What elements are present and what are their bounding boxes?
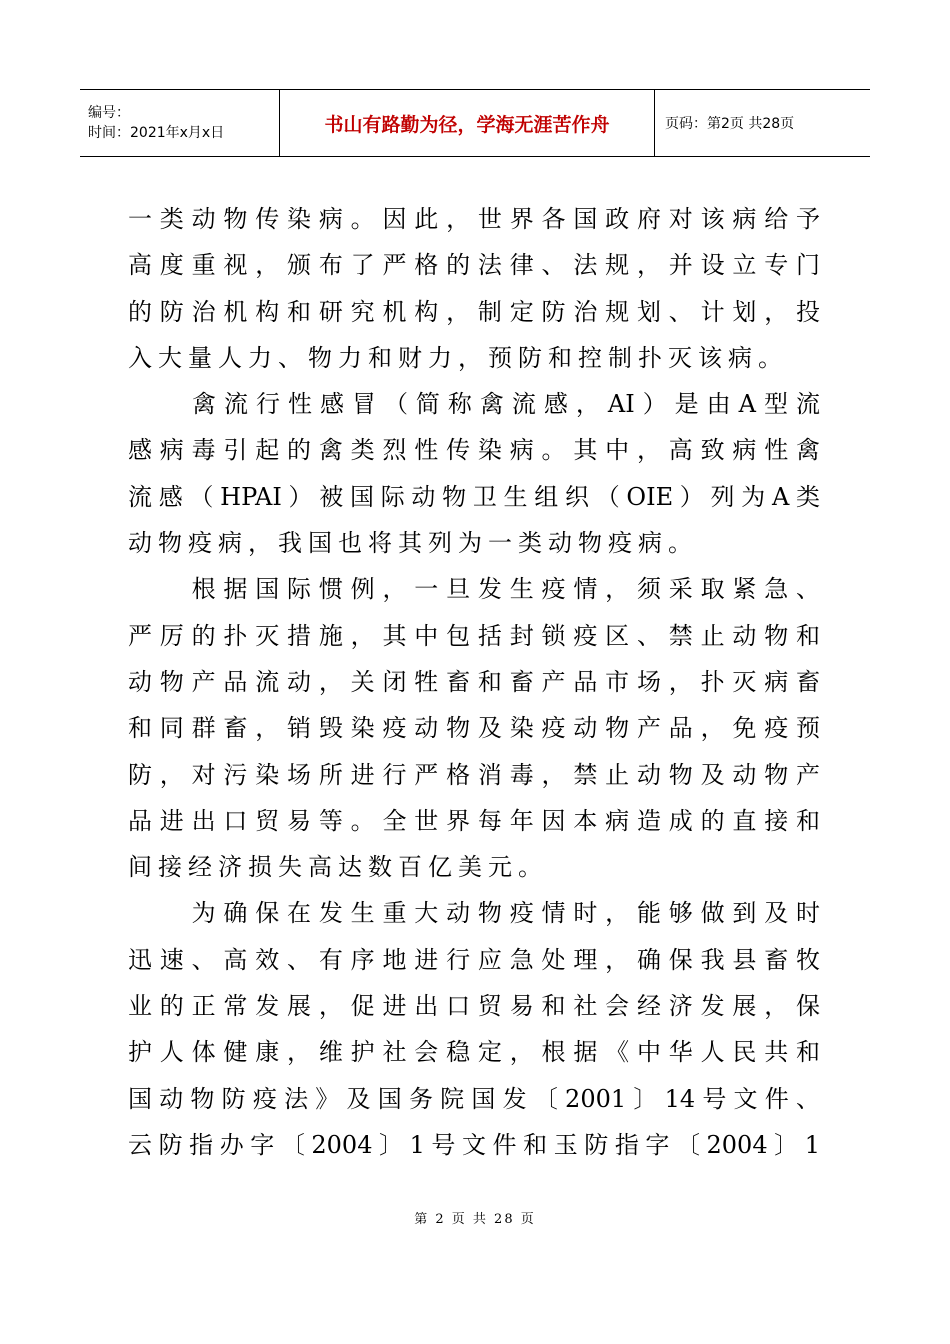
body-line: 入大量人力、物力和财力，预防和控制扑灭该病。 — [128, 343, 788, 372]
document-header — [80, 89, 870, 157]
page-footer: 第 2 页 共 28 页 — [414, 1212, 536, 1227]
document-number-label: 编号： — [88, 105, 130, 121]
header-page-info: 页码：第2页 共28页 — [665, 116, 795, 132]
body-line: 动物产品流动，关闭牲畜和畜产品市场，扑灭病畜 — [128, 667, 820, 696]
body-line: 间接经济损失高达数百亿美元。 — [128, 853, 548, 882]
body-line: 为确保在发生重大动物疫情时，能够做到及时 — [128, 899, 820, 928]
body-line: 迅速、高效、有序地进行应急处理，确保我县畜牧 — [128, 945, 820, 974]
body-line: 国动物防疫法》及国务院国发〔2001〕14号文件、 — [128, 1084, 820, 1113]
header-meta — [80, 90, 280, 156]
body-line: 禽流行性感冒（简称禽流感，AI）是由A型流 — [128, 390, 820, 419]
body-line: 严厉的扑灭措施，其中包括封锁疫区、禁止动物和 — [128, 621, 820, 650]
body-line: 业的正常发展，促进出口贸易和社会经济发展，保 — [128, 992, 820, 1021]
body-line: 流感（HPAI）被国际动物卫生组织（OIE）列为A类 — [128, 482, 820, 511]
body-line: 的防治机构和研究机构，制定防治规划、计划，投 — [128, 297, 820, 326]
body-line: 和同群畜，销毁染疫动物及染疫动物产品，免疫预 — [128, 714, 820, 743]
body-line: 动物疫病，我国也将其列为一类动物疫病。 — [128, 529, 698, 558]
body-line: 云防指办字〔2004〕1号文件和玉防指字〔2004〕1 — [128, 1130, 820, 1159]
body-line: 防，对污染场所进行严格消毒，禁止动物及动物产 — [128, 760, 820, 789]
body-line: 品进出口贸易等。全世界每年因本病造成的直接和 — [128, 806, 820, 835]
body-line: 根据国际惯例，一旦发生疫情，须采取紧急、 — [128, 575, 820, 604]
body-line: 一类动物传染病。因此，世界各国政府对该病给予 — [128, 205, 820, 233]
body-line: 高度重视，颁布了严格的法律、法规，并设立专门 — [128, 251, 820, 280]
body-line: 感病毒引起的禽类烈性传染病。其中，高致病性禽 — [128, 436, 820, 465]
document-time-label: 时间：2021年x月x日 — [88, 125, 225, 141]
header-motto: 书山有路勤为径，学海无涯苦作舟 — [280, 90, 655, 156]
body-line: 护人体健康，维护社会稳定，根据《中华人民共和 — [128, 1038, 820, 1067]
document-body — [128, 196, 820, 1168]
